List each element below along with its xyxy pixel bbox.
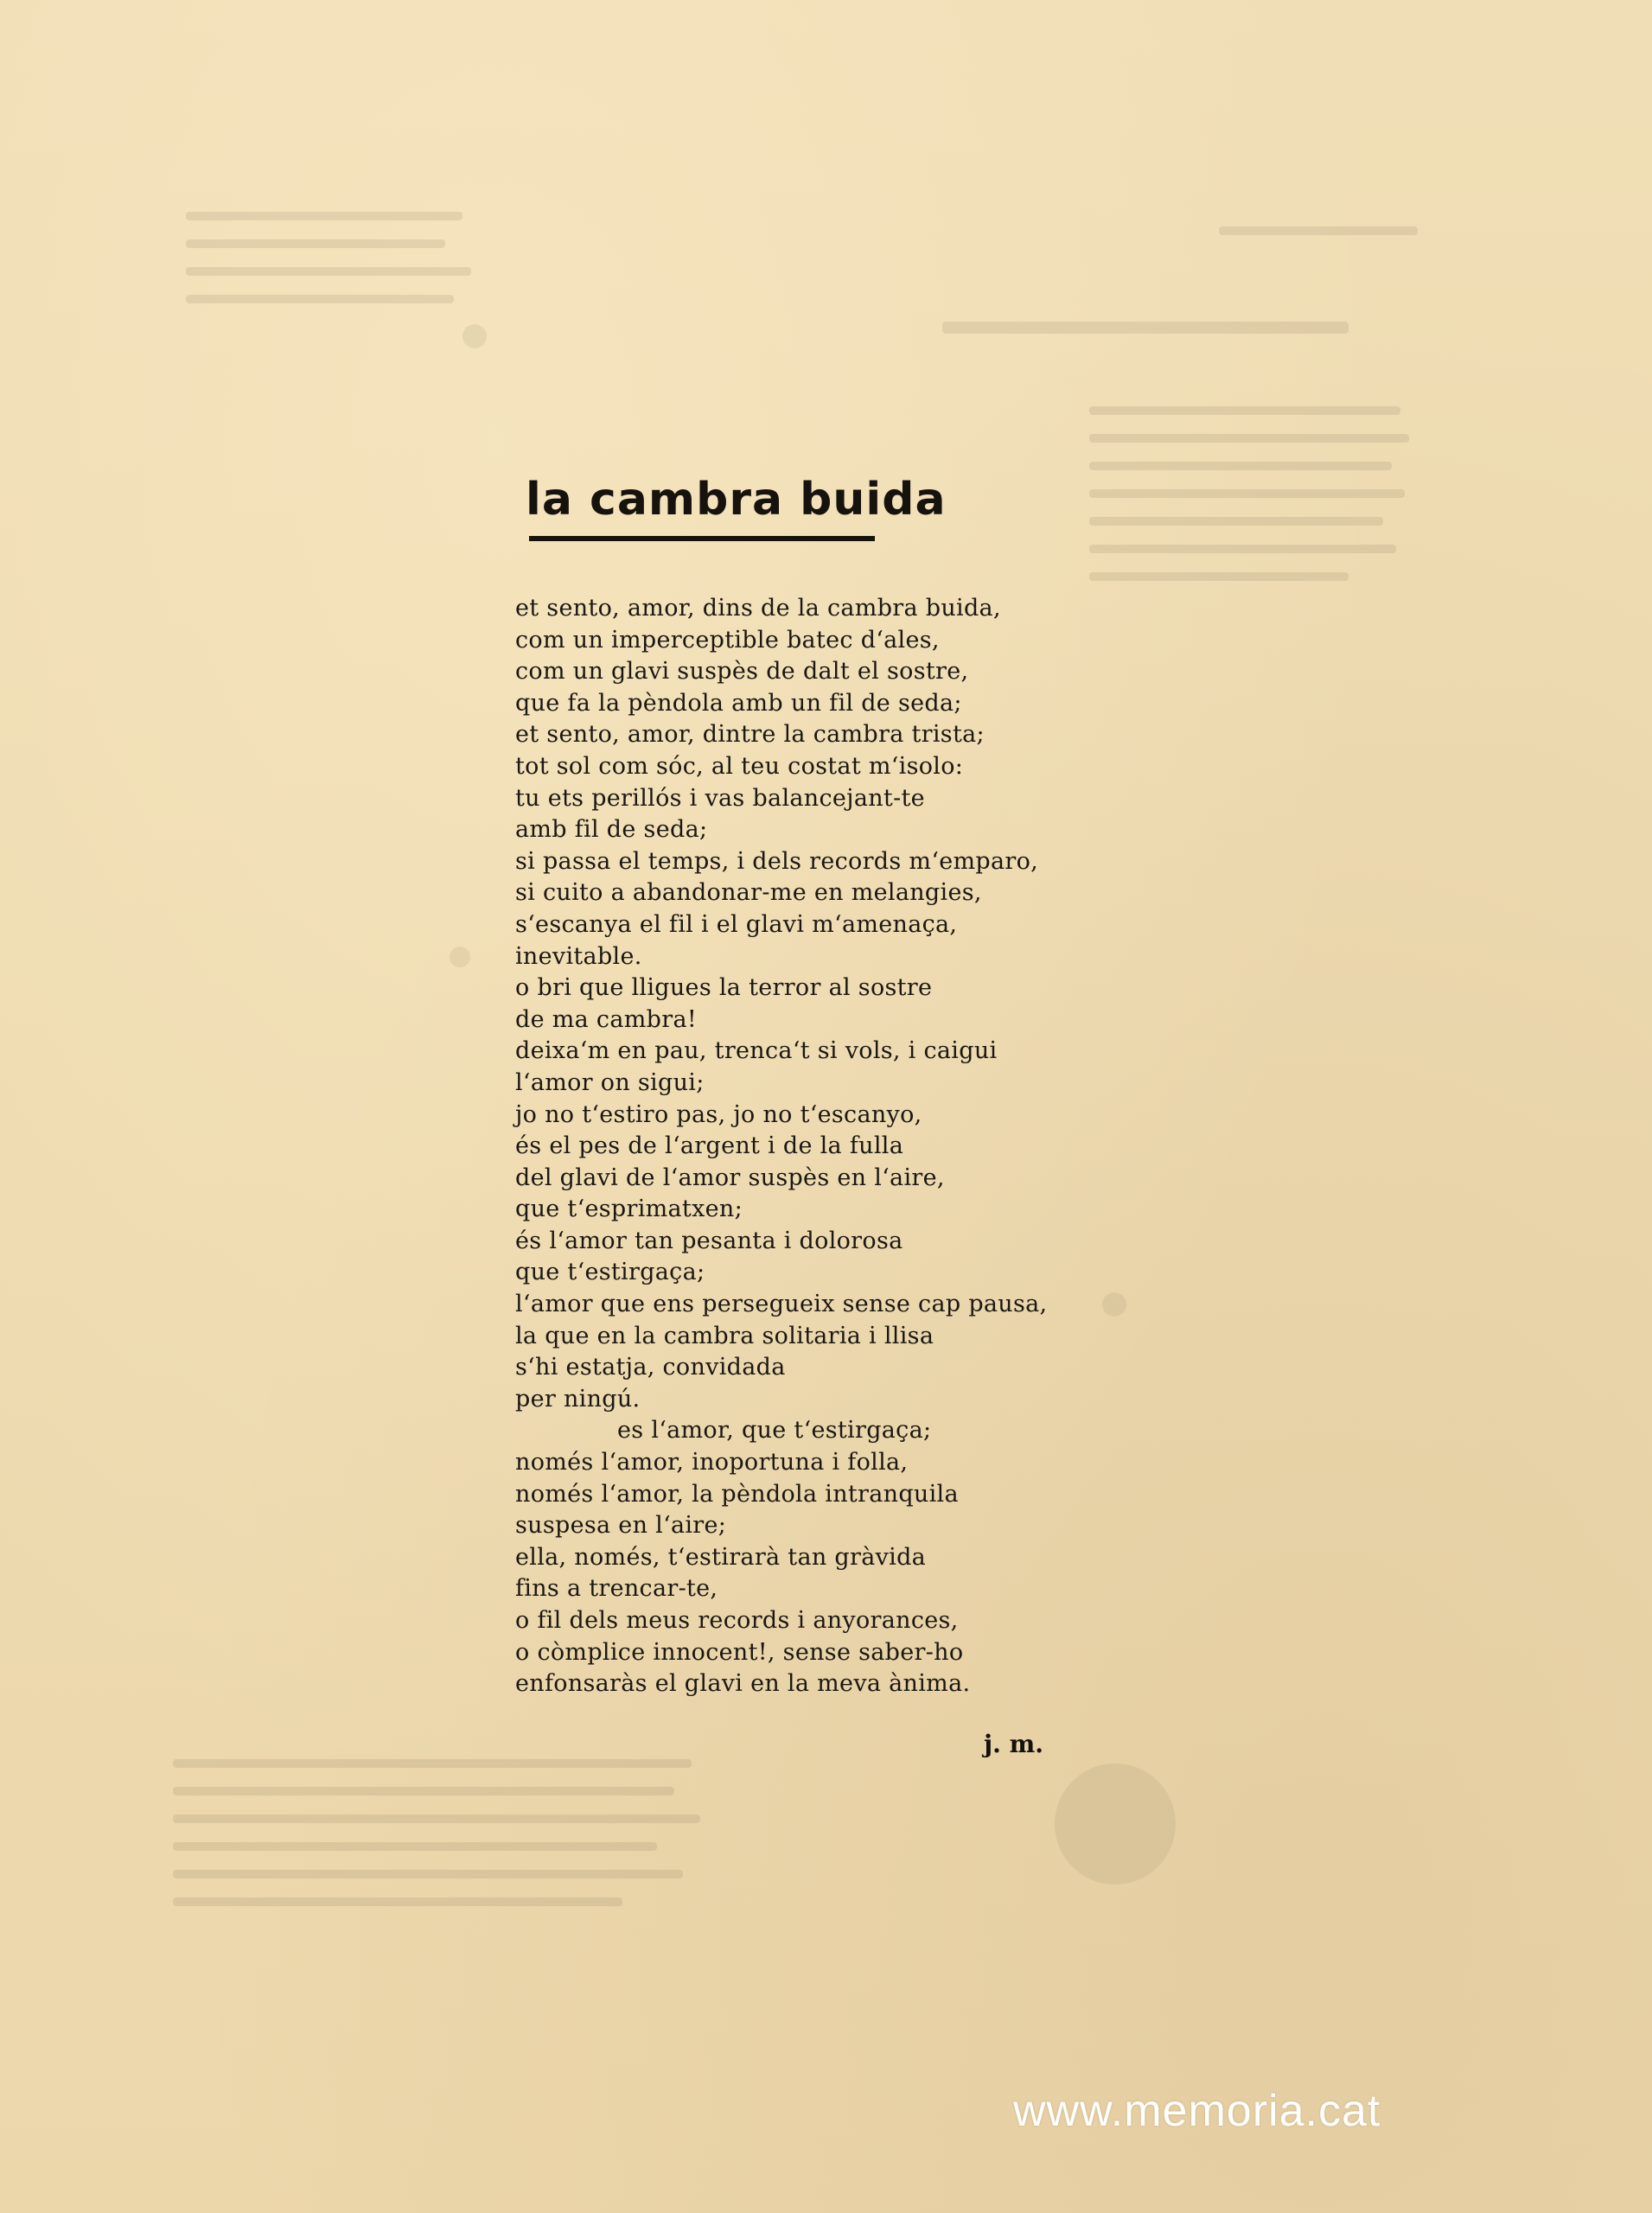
poem-line: s‘hi estatja, convidada (515, 1354, 786, 1381)
poem-line: et sento, amor, dins de la cambra buida, (515, 595, 1001, 622)
poem-line: deixa‘m en pau, trenca‘t si vols, i caigui (515, 1037, 998, 1065)
poem-line: del glavi de l‘amor suspès en l‘aire, (515, 1164, 945, 1191)
poem-line: si cuito a abandonar-me en melangies, (515, 879, 982, 907)
poem-line: de ma cambra! (515, 1005, 697, 1033)
poem-line: et sento, amor, dintre la cambra trista; (515, 721, 985, 749)
poem-line: la que en la cambra solitaria i llisa (515, 1322, 934, 1349)
bleed-through-header (1219, 226, 1426, 254)
poem-line: només l‘amor, la pèndola intranquila (515, 1480, 959, 1508)
poem-title: la cambra buida (526, 474, 947, 526)
bleed-through-column-right (1089, 406, 1418, 600)
author-signature: j. m. (984, 1730, 1044, 1758)
poem-line: com un glavi suspès de dalt el sostre, (515, 658, 969, 686)
poem-line: que fa la pèndola amb un fil de seda; (515, 689, 962, 717)
poem-line: amb fil de seda; (515, 816, 708, 844)
poem-line: inevitable. (515, 942, 642, 970)
title-underline (529, 536, 875, 541)
poem-line: tot sol com sóc, al teu costat m‘isolo: (515, 752, 964, 780)
poem-line: que t‘esprimatxen; (515, 1196, 743, 1223)
bleed-through-ornament (462, 324, 487, 348)
bleed-through-ornament (450, 947, 470, 967)
poem-line: només l‘amor, inoportuna i folla, (515, 1449, 909, 1476)
poem-line: ella, només, t‘estirarà tan gràvida (515, 1543, 927, 1571)
poem-line: l‘amor que ens persegueix sense cap pausa, (515, 1291, 1048, 1318)
poem-line: s‘escanya el fil i el glavi m‘amenaça, (515, 910, 958, 938)
poem-line: com un imperceptible batec d‘ales, (515, 626, 940, 654)
poem-line: suspesa en l‘aire; (515, 1512, 727, 1540)
watermark-url: www.memoria.cat (1013, 2086, 1381, 2136)
poem-line: si passa el temps, i dels records m‘emparo, (515, 847, 1039, 875)
poem-line: o fil dels meus records i anyorances, (515, 1607, 959, 1634)
poem-line: que t‘estirgaça; (515, 1259, 705, 1286)
poem-line: per ningú. (515, 1385, 641, 1413)
poem-line: fins a trencar-te, (515, 1575, 718, 1603)
bleed-through-column-lower-left (173, 1759, 709, 1925)
poem-line: és l‘amor tan pesanta i dolorosa (515, 1227, 903, 1254)
bleed-through-heading (942, 322, 1392, 353)
poem-line: enfonsaràs el glavi en la meva ànima. (515, 1670, 971, 1698)
poem-line: jo no t‘estiro pas, jo no t‘escanyo, (515, 1100, 922, 1128)
poem-line: o bri que lligues la terror al sostre (515, 974, 933, 1002)
poem-body (515, 593, 1172, 1700)
bleed-through-ornament (1055, 1763, 1176, 1885)
poem-line: es l‘amor, que t‘estirgaça; (617, 1417, 932, 1445)
poem-line: l‘amor on sigui; (515, 1068, 705, 1096)
poem-line: tu ets perillós i vas balancejant-te (515, 784, 925, 812)
bleed-through-column-left (186, 212, 480, 322)
poem-line: o còmplice innocent!, sense saber-ho (515, 1638, 964, 1666)
poem-line: és el pes de l‘argent i de la fulla (515, 1132, 904, 1160)
